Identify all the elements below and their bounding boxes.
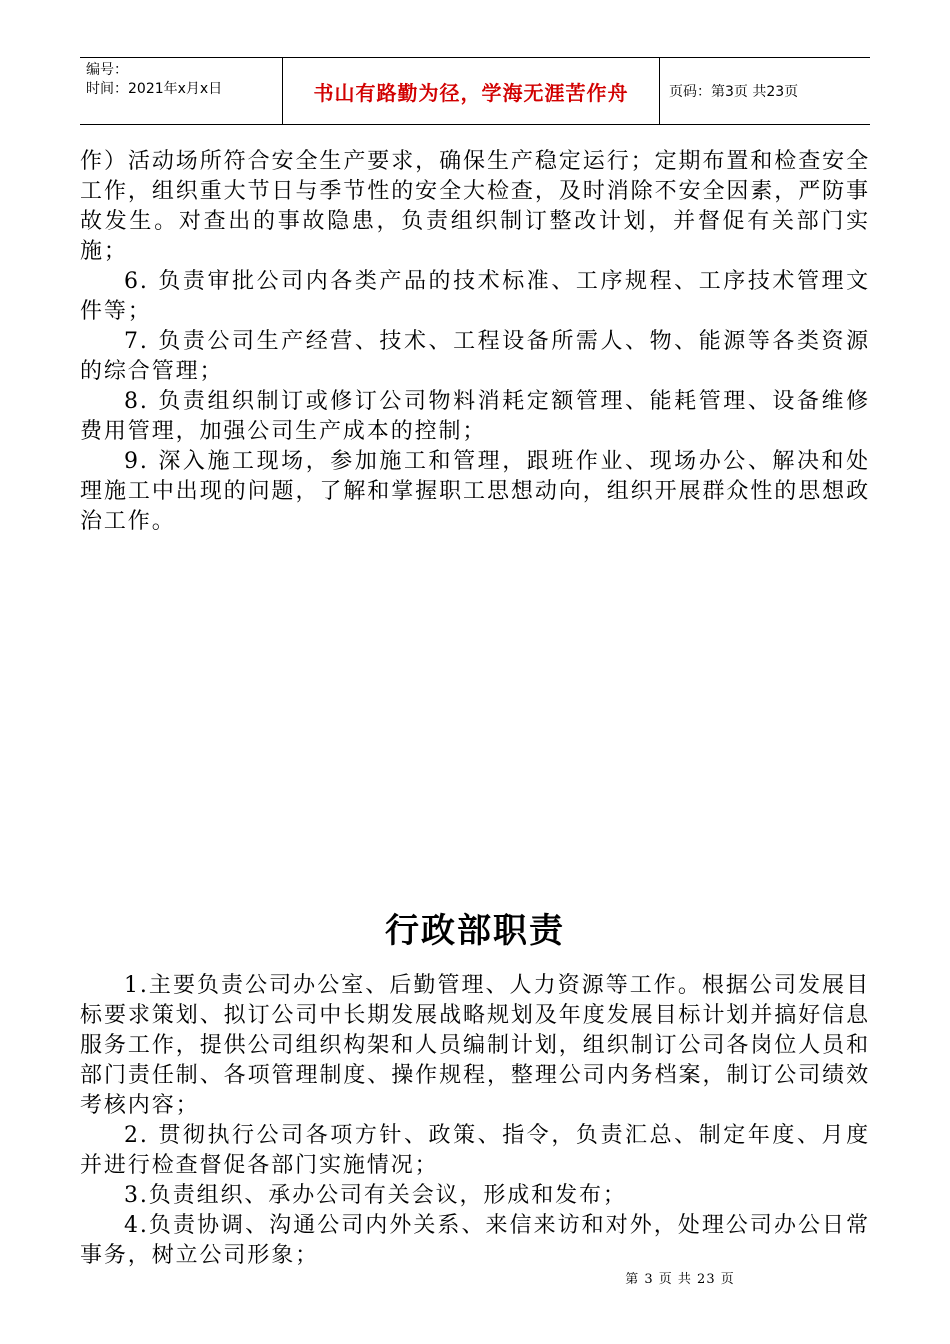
paragraph: 8. 负责组织制订或修订公司物料消耗定额管理、能耗管理、设备维修费用管理，加强公司生产成本的控制；	[80, 389, 870, 444]
paragraph: 2. 贯彻执行公司各项方针、政策、指令，负责汇总、制定年度、月度并进行检查督促各部门实施情况；	[80, 1123, 870, 1178]
number-label: 编号：	[86, 62, 128, 78]
header-page-info: 页码：第3页 共23页	[669, 84, 799, 100]
paragraph: 4.负责协调、沟通公司内外关系、来信来访和对外，处理公司办公日常事务，树立公司形象；	[80, 1213, 870, 1268]
paragraph: 7. 负责公司生产经营、技术、工程设备所需人、物、能源等各类资源的综合管理；	[80, 329, 870, 384]
top-section	[80, 147, 870, 537]
paragraph: 9. 深入施工现场，参加施工和管理，跟班作业、现场办公、解决和处理施工中出现的问题，了解和掌握职工思想动向，组织开展群众性的思想政治工作。	[80, 449, 870, 534]
paragraph: 1.主要负责公司办公室、后勤管理、人力资源等工作。根据公司发展目标要求策划、拟订公司中长期发展战略规划及年度发展目标计划并搞好信息服务工作，提供公司组织构架和人员编制计划，组织制订公司各岗位人员和部门责任制、各项管理制度、操作规程，整理公司内务档案，制订公司绩效考核内容；	[80, 973, 870, 1118]
header-motto: 书山有路勤为径，学海无涯苦作舟	[282, 58, 660, 124]
page-footer: 第 3 页 共 23 页	[625, 1272, 735, 1287]
header-meta	[80, 58, 282, 124]
bottom-section	[80, 971, 870, 1271]
section-title: 行政部职责	[385, 911, 565, 951]
paragraph: 3.负责组织、承办公司有关会议，形成和发布；	[124, 1183, 627, 1208]
date-label: 时间：2021年x月x日	[86, 81, 223, 97]
paragraph: 6. 负责审批公司内各类产品的技术标准、工序规程、工序技术管理文件等；	[80, 269, 870, 324]
page-header	[80, 57, 870, 125]
paragraph: 作）活动场所符合安全生产要求，确保生产稳定运行；定期布置和检查安全工作，组织重大节日与季节性的安全大检查，及时消除不安全因素，严防事故发生。对查出的事故隐患，负责组织制订整改计划，并督促有关部门实施；	[80, 149, 870, 264]
